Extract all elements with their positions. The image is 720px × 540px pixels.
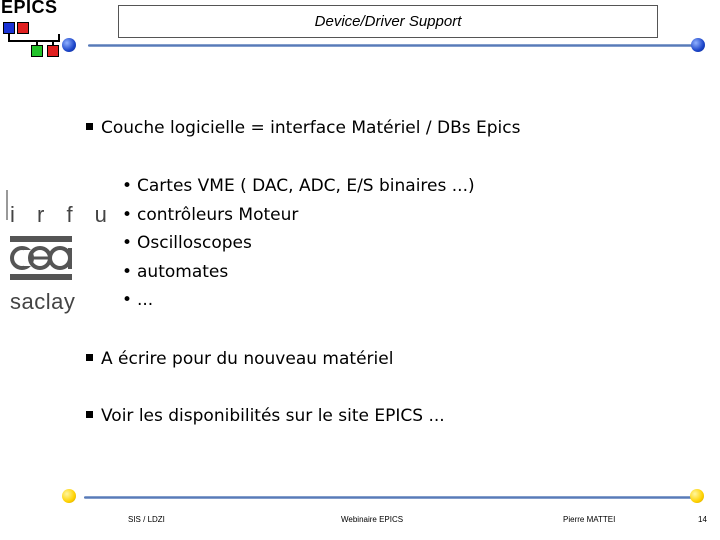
top-rule [88,44,696,47]
sub-item [122,205,298,225]
irfu-logo: i r f u [10,202,115,227]
cea-logo [10,236,72,280]
square-bullet-icon [86,123,93,130]
footer-center: Webinaire EPICS [341,515,404,524]
bottom-left-dot [62,489,76,503]
title-box [118,5,658,38]
dot-bullet-icon: • [122,233,133,253]
sub-item [122,262,228,282]
epics-logo-text: EPICS [1,0,58,17]
footer-right: Pierre MATTEI [563,515,616,524]
bottom-rule [84,496,694,499]
square-bullet-icon [86,354,93,361]
dot-bullet-icon: • [122,262,133,282]
top-right-dot [691,38,705,52]
dot-bullet-icon: • [122,176,133,196]
main-item-3-text: Voir les disponibilités sur le site EPICS ... [101,406,445,426]
sub-item-text: automates [137,262,229,282]
main-item-2 [86,349,393,369]
top-left-dot [62,38,76,52]
logo-red-square [17,22,29,34]
irfu-divider [6,190,8,220]
epics-logo [0,0,70,62]
main-item-3 [86,406,445,426]
logo-line [52,40,54,46]
sub-item [122,233,252,253]
bottom-right-dot [690,489,704,503]
square-bullet-icon [86,411,93,418]
sub-item [122,176,475,196]
main-item-1 [86,118,521,138]
logo-green-square [31,45,43,57]
main-item-2-text: A écrire pour du nouveau matériel [101,349,394,369]
logo-blue-square [3,22,15,34]
slide-title: Device/Driver Support [314,13,462,30]
logo-red-square-2 [47,45,59,57]
dot-bullet-icon: • [122,290,133,310]
logo-line [58,34,60,42]
saclay-logo: saclay [10,289,76,314]
page-number: 14 [698,515,707,524]
dot-bullet-icon: • [122,205,133,225]
sub-item [122,290,153,310]
footer-left: SIS / LDZI [128,515,165,524]
main-item-1-text: Couche logicielle = interface Matériel / DBs Epics [101,118,521,138]
sub-item-text: Cartes VME ( DAC, ADC, E/S binaires ...) [137,176,475,196]
logo-line [36,40,38,46]
sub-item-text: Oscilloscopes [137,233,252,253]
sub-item-text: contrôleurs Moteur [137,205,299,225]
sub-item-text: ... [137,290,154,310]
